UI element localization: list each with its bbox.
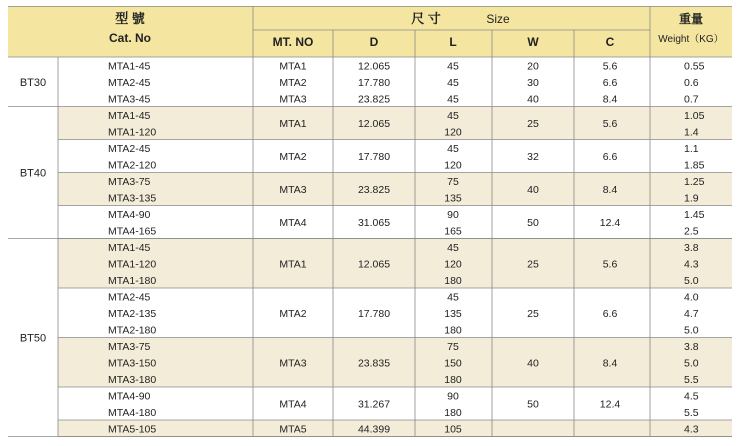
mt-no-cell: MTA1 [279, 118, 307, 130]
d-cell: 17.780 [357, 307, 391, 320]
l-cell: 45 [447, 93, 459, 106]
cat-no-cell: MTA2-45 [108, 76, 151, 89]
cat-no-cell: MTA3-75 [108, 175, 151, 188]
cat-no-cell: MTA3-180 [108, 373, 157, 386]
header-col-w: W [527, 35, 539, 49]
cat-no-cell: MTA4-180 [108, 406, 157, 419]
mt-no-cell: MTA4 [279, 217, 307, 229]
cat-no-cell: MTA2-120 [108, 159, 157, 172]
weight-cell: 1.25 [684, 175, 705, 188]
cat-no-cell: MTA4-90 [108, 208, 151, 221]
c-cell: 6.6 [602, 76, 618, 89]
header-size-cn: 尺 寸 [411, 11, 441, 26]
band-row-bg [58, 338, 732, 388]
group-label: BT30 [19, 76, 47, 89]
c-cell: 12.4 [599, 217, 621, 229]
weight-cell: 4.3 [684, 258, 699, 271]
weight-cell: 1.45 [684, 208, 705, 221]
l-cell: 75 [447, 175, 459, 188]
weight-cell: 5.5 [684, 406, 699, 419]
cat-no-cell: MTA2-180 [108, 324, 157, 337]
l-cell: 135 [444, 192, 462, 205]
cat-no-cell: MTA2-45 [108, 291, 151, 304]
weight-cell: 2.5 [684, 225, 699, 238]
cat-no-cell: MTA2-45 [108, 142, 151, 155]
weight-cell: 0.55 [684, 60, 705, 73]
c-cell: 5.6 [602, 60, 618, 73]
cat-no-cell: MTA1-45 [108, 60, 151, 73]
weight-cell: 5.5 [684, 373, 699, 386]
l-cell: 180 [444, 274, 462, 287]
header-col-d: D [369, 35, 379, 49]
l-cell: 120 [444, 159, 462, 172]
header-weight-cn: 重量 [678, 12, 704, 26]
d-cell: 12.065 [357, 60, 391, 73]
d-cell: 31.267 [357, 398, 391, 411]
d-cell: 12.065 [357, 258, 391, 271]
l-cell: 90 [447, 390, 459, 403]
header-mt-no: MT. NO [272, 35, 314, 49]
d-cell: 17.780 [357, 151, 391, 163]
mt-no-cell: MTA3 [279, 93, 307, 106]
l-cell: 45 [447, 241, 459, 254]
spec-table-container [8, 6, 732, 440]
l-cell: 45 [447, 60, 459, 73]
l-cell: 45 [447, 109, 459, 122]
group-label: BT50 [19, 332, 47, 345]
group-label: BT40 [19, 167, 47, 180]
w-cell: 25 [527, 307, 539, 320]
c-cell: 12.4 [599, 398, 621, 411]
weight-cell: 1.05 [684, 109, 705, 122]
weight-cell: 4.3 [684, 423, 699, 436]
mt-no-cell: MTA3 [279, 357, 307, 370]
mt-no-cell: MTA1 [279, 60, 307, 73]
spec-table [8, 6, 732, 440]
cat-no-cell: MTA4-165 [108, 225, 157, 238]
mt-no-cell: MTA3 [279, 184, 307, 196]
d-cell: 44.399 [357, 423, 391, 436]
cat-no-cell: MTA5-105 [108, 423, 157, 436]
band-row-bg [58, 173, 732, 206]
w-cell: 40 [527, 184, 539, 196]
cat-no-cell: MTA3-75 [108, 340, 151, 353]
d-cell: 31.065 [357, 217, 391, 229]
d-cell: 23.835 [357, 357, 391, 370]
mt-no-cell: MTA5 [279, 423, 307, 436]
l-cell: 105 [444, 423, 462, 436]
weight-cell: 1.85 [684, 159, 705, 172]
l-cell: 90 [447, 208, 459, 221]
l-cell: 45 [447, 142, 459, 155]
c-cell: 5.6 [602, 118, 618, 130]
cat-no-cell: MTA1-45 [108, 109, 151, 122]
w-cell: 20 [527, 60, 539, 73]
l-cell: 45 [447, 291, 459, 304]
l-cell: 75 [447, 340, 459, 353]
weight-cell: 4.7 [684, 307, 699, 320]
l-cell: 150 [444, 357, 462, 370]
header-cat-en: Cat. No [109, 31, 151, 45]
w-cell: 25 [527, 258, 539, 271]
header-size-en: Size [486, 12, 510, 26]
weight-cell: 3.8 [684, 340, 699, 353]
w-cell: 40 [527, 93, 539, 106]
cat-no-cell: MTA3-135 [108, 192, 157, 205]
w-cell: 32 [527, 151, 539, 163]
mt-no-cell: MTA2 [279, 76, 307, 89]
l-cell: 165 [444, 225, 462, 238]
header-cat-cn: 型 號 [115, 11, 145, 26]
weight-cell: 1.9 [684, 192, 699, 205]
c-cell: 6.6 [602, 151, 618, 163]
band-row-bg [58, 107, 732, 140]
d-cell: 17.780 [357, 76, 391, 89]
cat-no-cell: MTA2-135 [108, 307, 157, 320]
l-cell: 180 [444, 324, 462, 337]
w-cell: 40 [527, 357, 539, 370]
cat-no-cell: MTA1-120 [108, 258, 157, 271]
header-col-c: C [605, 35, 615, 49]
weight-cell: 0.7 [684, 93, 699, 106]
l-cell: 180 [444, 406, 462, 419]
w-cell: 25 [527, 118, 539, 130]
l-cell: 120 [444, 258, 462, 271]
mt-no-cell: MTA2 [279, 307, 307, 320]
c-cell: 5.6 [602, 258, 618, 271]
cat-no-cell: MTA3-150 [108, 357, 157, 370]
cat-no-cell: MTA1-120 [108, 126, 157, 139]
mt-no-cell: MTA4 [279, 398, 307, 411]
weight-cell: 4.0 [684, 291, 699, 304]
w-cell: 30 [527, 76, 539, 89]
weight-cell: 1.4 [684, 126, 699, 139]
c-cell: 8.4 [602, 184, 618, 196]
weight-cell: 4.5 [684, 390, 699, 403]
band-row-bg [58, 239, 732, 289]
l-cell: 45 [447, 76, 459, 89]
c-cell: 6.6 [602, 307, 618, 320]
weight-cell: 0.6 [684, 76, 699, 89]
weight-cell: 3.8 [684, 241, 699, 254]
l-cell: 120 [444, 126, 462, 139]
mt-no-cell: MTA1 [279, 258, 307, 271]
c-cell: 8.4 [602, 93, 618, 106]
l-cell: 180 [444, 373, 462, 386]
cat-no-cell: MTA3-45 [108, 93, 151, 106]
cat-no-cell: MTA1-180 [108, 274, 157, 287]
weight-cell: 5.0 [684, 274, 699, 287]
weight-cell: 5.0 [684, 357, 699, 370]
header-col-l: L [449, 35, 457, 49]
w-cell: 50 [527, 398, 539, 411]
weight-cell: 5.0 [684, 324, 699, 337]
band-row-bg [58, 420, 732, 437]
weight-cell: 1.1 [684, 142, 699, 155]
header-weight-en: Weight（KG） [658, 34, 724, 45]
cat-no-cell: MTA4-90 [108, 390, 151, 403]
l-cell: 135 [444, 307, 462, 320]
cat-no-cell: MTA1-45 [108, 241, 151, 254]
c-cell: 8.4 [602, 357, 618, 370]
d-cell: 23.825 [357, 93, 391, 106]
d-cell: 12.065 [357, 118, 391, 130]
w-cell: 50 [527, 217, 539, 229]
mt-no-cell: MTA2 [279, 151, 307, 163]
d-cell: 23.825 [357, 184, 391, 196]
